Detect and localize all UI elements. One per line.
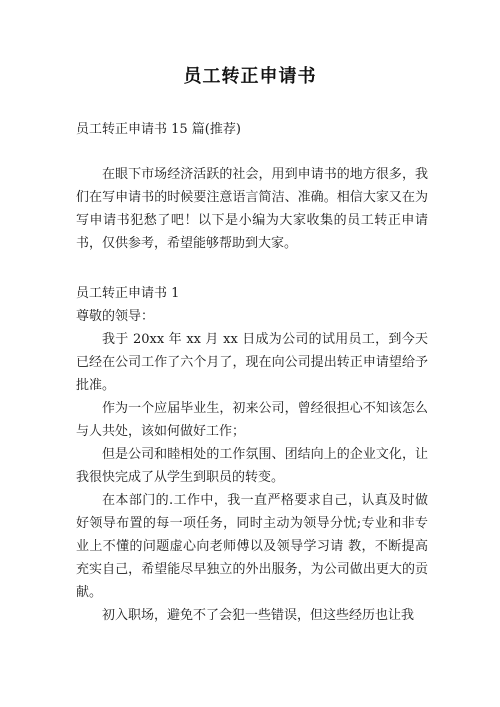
body-paragraph: 但是公司和睦相处的工作氛围、团结向上的企业文化，让我很快完成了从学生到职员的转变。	[76, 447, 428, 485]
document-subtitle: 员工转正申请书 15 篇(推荐)	[76, 122, 241, 137]
salutation: 尊敬的领导：	[76, 309, 155, 324]
body-paragraph: 在本部门的.工作中，我一直严格要求自己，认真及时做好领导布置的每一项任务，同时主动为领导分忧;专业和非专业上不懂的问题虚心向老师傅以及领导学习请 教，不断提高充实自己，希望能尽早独立的外出服务，为公司做出更大的贡献。	[76, 493, 428, 600]
body-paragraph: 作为一个应届毕业生，初来公司，曾经很担心不知该怎么与人共处，该如何做好工作；	[76, 401, 428, 439]
intro-paragraph: 在眼下市场经济活跃的社会，用到申请书的地方很多，我们在写申请书的时候要注意语言简洁、准确。相信大家又在为写申请书犯愁了吧！以下是小编为大家收集的员工转正申请书，仅供参考，希望能够帮助到大家。	[76, 167, 428, 251]
document-title: 员工转正申请书	[183, 66, 317, 87]
section-heading: 员工转正申请书 1	[76, 286, 180, 301]
body-paragraph: 我于 20xx 年 xx 月 xx 日成为公司的试用员工，到今天已经在公司工作了六个月了，现在向公司提出转正申请望给予批准。	[76, 332, 428, 393]
intro-block	[76, 163, 428, 255]
body-paragraph: 初入职场，避免不了会犯一些错误，但这些经历也让我	[102, 608, 415, 623]
letter-body	[76, 282, 428, 627]
document-subtitle-block	[76, 118, 428, 141]
